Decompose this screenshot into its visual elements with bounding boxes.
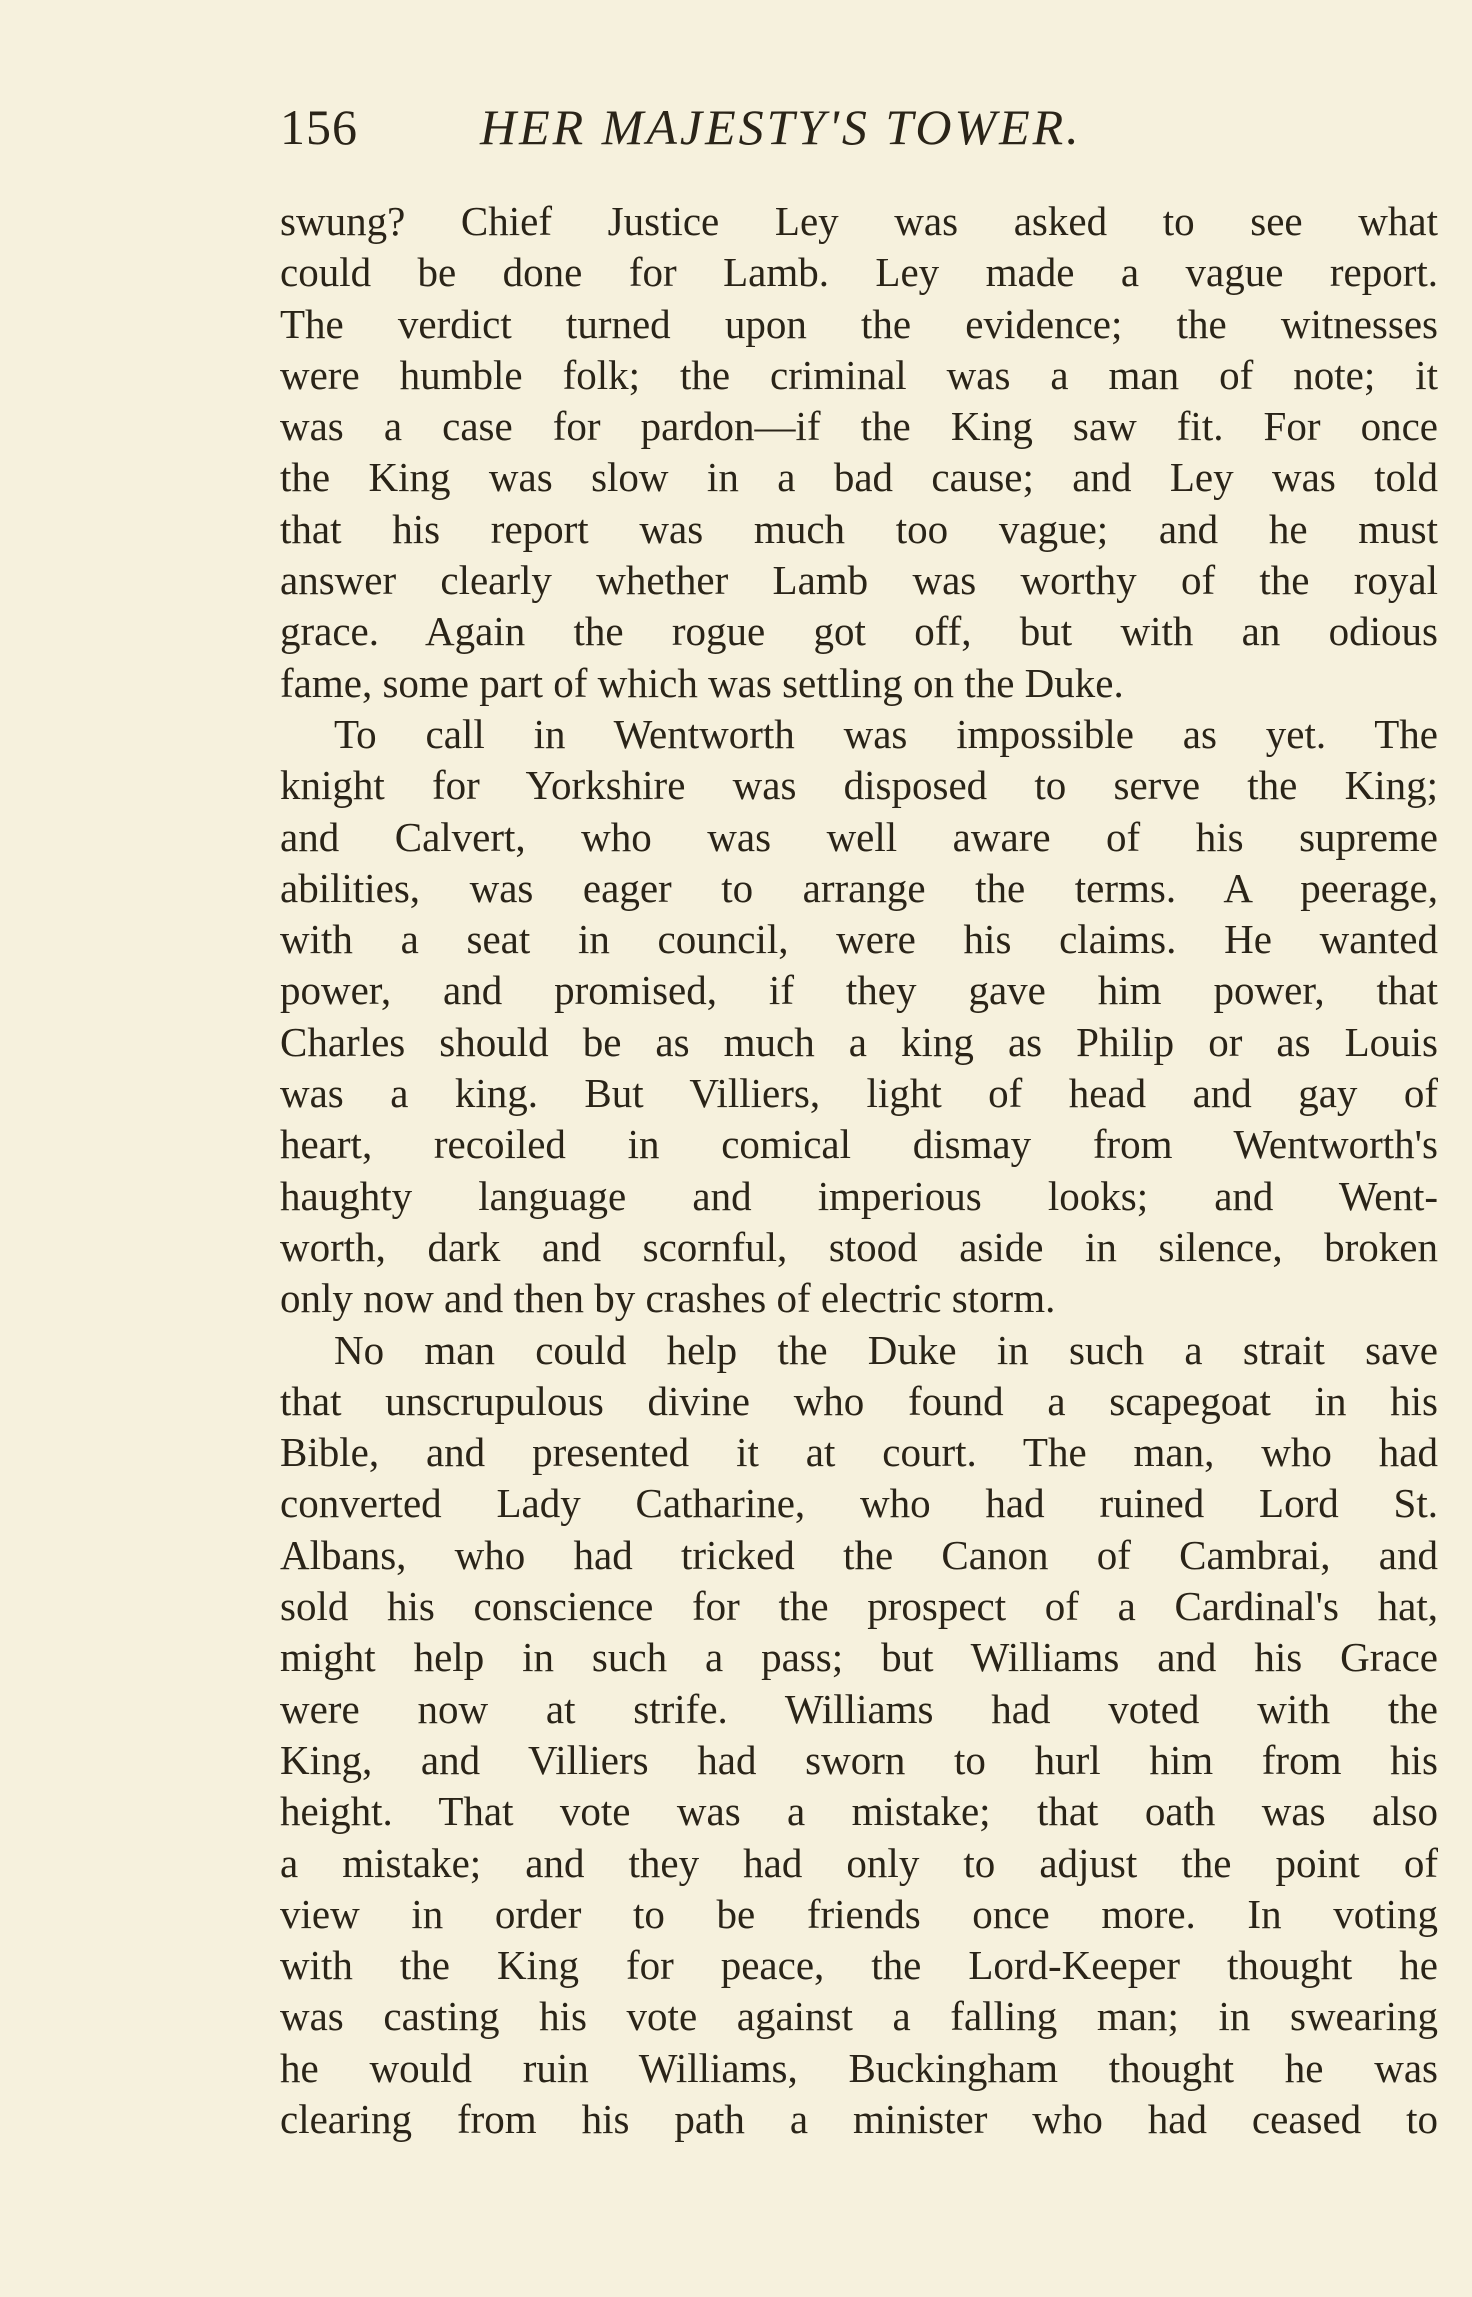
text-line: might help in such a pass; but Williams and his Grace xyxy=(280,1634,1438,1681)
text-line: answer clearly whether Lamb was worthy of the royal xyxy=(280,557,1438,604)
page-number: 156 xyxy=(280,99,358,155)
paragraph-start-line: No man could help the Duke in such a strait save xyxy=(334,1326,1438,1373)
text-line: was casting his vote against a falling man; in swearing xyxy=(280,1993,1438,2040)
text-line: Charles should be as much a king as Philip or as Louis xyxy=(280,1018,1438,1065)
paragraph-end-line: fame, some part of which was settling on the Duke. xyxy=(280,659,1124,706)
text-line: grace. Again the rogue got off, but with an odious xyxy=(280,608,1438,655)
text-line: heart, recoiled in comical dismay from Wentworth's xyxy=(280,1121,1438,1168)
page-header xyxy=(280,98,1440,158)
text-line: were now at strife. Williams had voted with the xyxy=(280,1685,1438,1732)
text-line: that his report was much too vague; and he must xyxy=(280,505,1438,552)
text-line: view in order to be friends once more. In voting xyxy=(280,1890,1438,1937)
text-line: with the King for peace, the Lord-Keeper thought he xyxy=(280,1942,1438,1989)
text-line: the King was slow in a bad cause; and Ley was told xyxy=(280,454,1438,501)
running-title: HER MAJESTY'S TOWER. xyxy=(480,99,1082,155)
paragraph-start-line: To call in Wentworth was impossible as yet. The xyxy=(334,710,1438,757)
paragraph-end-line: only now and then by crashes of electric storm. xyxy=(280,1275,1056,1322)
text-line: that unscrupulous divine who found a scapegoat in his xyxy=(280,1377,1438,1424)
text-line: King, and Villiers had sworn to hurl him from his xyxy=(280,1736,1438,1783)
text-line: worth, dark and scornful, stood aside in silence, broken xyxy=(280,1223,1438,1270)
text-line: was a case for pardon—if the King saw fit. For once xyxy=(280,403,1438,450)
text-line: abilities, was eager to arrange the terms. A peerage, xyxy=(280,864,1438,911)
text-line: clearing from his path a minister who had ceased to xyxy=(280,2095,1438,2142)
text-line: with a seat in council, were his claims. He wanted xyxy=(280,916,1438,963)
text-line: sold his conscience for the prospect of a Cardinal's hat, xyxy=(280,1583,1438,1630)
text-line: and Calvert, who was well aware of his supreme xyxy=(280,813,1438,860)
text-line: haughty language and imperious looks; and Went- xyxy=(280,1172,1438,1219)
text-line: power, and promised, if they gave him power, that xyxy=(280,967,1438,1014)
text-line: a mistake; and they had only to adjust the point of xyxy=(280,1839,1438,1886)
text-line: The verdict turned upon the evidence; the witnesses xyxy=(280,300,1438,347)
body-text xyxy=(280,196,1438,2145)
text-line: he would ruin Williams, Buckingham thought he was xyxy=(280,2044,1438,2091)
text-line: Albans, who had tricked the Canon of Cambrai, and xyxy=(280,1531,1438,1578)
text-line: converted Lady Catharine, who had ruined Lord St. xyxy=(280,1480,1438,1527)
text-line: Bible, and presented it at court. The man, who had xyxy=(280,1429,1438,1476)
text-line: were humble folk; the criminal was a man of note; it xyxy=(280,351,1438,398)
text-line: height. That vote was a mistake; that oath was also xyxy=(280,1788,1438,1835)
text-line: swung? Chief Justice Ley was asked to see what xyxy=(280,198,1438,244)
text-line: was a king. But Villiers, light of head and gay of xyxy=(280,1070,1438,1117)
text-line: could be done for Lamb. Ley made a vague report. xyxy=(280,249,1438,296)
text-line: knight for Yorkshire was disposed to serve the King; xyxy=(280,762,1438,809)
